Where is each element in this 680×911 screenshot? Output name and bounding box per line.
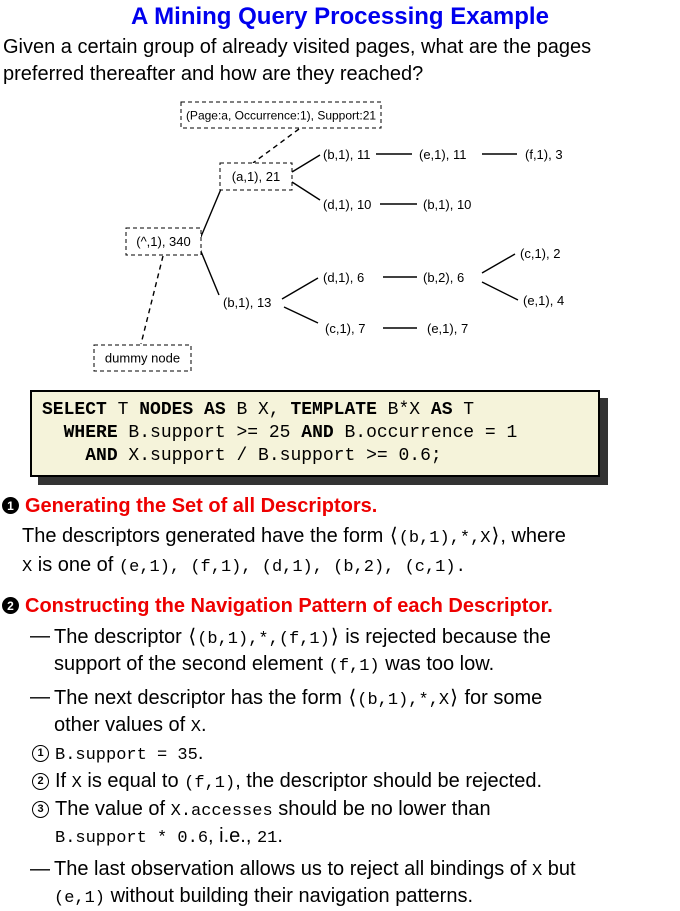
code-inline: X.accesses	[170, 802, 273, 821]
tree-edge	[482, 282, 518, 300]
tree-leaf-b1-10: (b,1), 10	[423, 197, 472, 212]
tree-leaf-c1-7: (c,1), 7	[325, 321, 366, 336]
sql-keyword: AND	[85, 446, 118, 466]
sql-keyword: WHERE	[63, 423, 118, 443]
angle-left: ⟨	[188, 624, 197, 648]
tree-leaf-e1-11: (e,1), 11	[419, 147, 467, 162]
numbered-item	[30, 797, 680, 851]
tree-edge	[284, 307, 318, 323]
outline-number-badge: 1	[32, 745, 49, 762]
sql-query-box	[30, 390, 600, 477]
filled-number-badge: 1	[2, 497, 19, 514]
tree-edge	[282, 278, 318, 299]
code-inline: (b,1),*,(f,1)	[197, 630, 330, 649]
sql-keyword: AS	[430, 400, 453, 420]
tree-leaf-b1-11: (b,1), 11	[323, 147, 371, 162]
tree-leaf-b1-13: (b,1), 13	[223, 295, 272, 310]
dash-bullet-item	[30, 857, 680, 911]
sql-keyword: TEMPLATE	[290, 400, 377, 420]
code-inline: 21	[256, 829, 278, 848]
dash-bullet: —	[30, 858, 49, 880]
code-inline: (b,1),*,X	[398, 529, 491, 548]
tree-node-label-root-support: (Page:a, Occurrence:1), Support:21	[185, 108, 377, 123]
tree-leaf-d1-6: (d,1), 6	[323, 270, 365, 285]
code-inline: B.support * 0.6	[55, 829, 209, 848]
tree-node-label-node-a1: (a,1), 21	[231, 169, 281, 184]
code-inline: X	[190, 718, 201, 737]
tree-leaf-c1-2: (c,1), 2	[520, 246, 561, 261]
slide-page	[0, 3, 680, 908]
code-inline: X	[71, 774, 82, 793]
tree-edge	[292, 155, 320, 172]
code-inline: (f,1)	[328, 657, 380, 676]
numbered-item	[30, 741, 680, 768]
tree-edge	[253, 129, 299, 163]
tree-edge	[200, 189, 221, 239]
tree-node-label-node-caret1: (^,1), 340	[136, 234, 191, 249]
tree-leaf-f1-3: (f,1), 3	[525, 147, 563, 162]
code-inline: X	[532, 862, 543, 881]
section-heading: Generating the Set of all Descriptors.	[25, 495, 378, 517]
angle-right: ⟩	[491, 523, 500, 547]
dash-bullet-item	[30, 685, 680, 740]
tree-edge	[200, 249, 219, 295]
tree-leaf-e1-7: (e,1), 7	[427, 321, 469, 336]
code-inline: (f,1)	[184, 774, 236, 793]
code-inline: X	[22, 558, 33, 577]
page-title: A Mining Query Processing Example	[131, 3, 549, 30]
section-2	[0, 594, 680, 911]
angle-right: ⟩	[450, 685, 458, 709]
angle-left: ⟨	[389, 523, 398, 547]
tree-edge	[292, 182, 320, 200]
dash-bullet: —	[30, 625, 49, 647]
tree-svg	[0, 92, 680, 388]
item-text: The last observation allows us to reject all bindings of X but (e,1) without building their navigation patterns.	[54, 858, 576, 908]
tree-edge	[141, 256, 163, 344]
code-inline: B.support = 35	[55, 746, 198, 765]
code-inline: (b,1),*,X	[357, 691, 450, 710]
outline-number-badge: 3	[32, 801, 49, 818]
tree-edge	[482, 254, 515, 273]
tree-leaf-d1-10: (d,1), 10	[323, 197, 372, 212]
intro-text: Given a certain group of already visited pages, what are the pages preferred thereafter and how are they reached?	[3, 36, 592, 85]
angle-right: ⟩	[330, 624, 339, 648]
dash-bullet-item	[30, 624, 680, 679]
aggregate-tree-diagram	[0, 92, 680, 388]
sql-line: WHERE B.support >= 25 AND B.occurrence = 1	[63, 423, 518, 443]
sql-keyword: SELECT	[42, 400, 107, 420]
item-text: The next descriptor has the form ⟨(b,1),*,X⟩ for some other values of X.	[54, 685, 543, 737]
code-inline: (e,1)	[54, 889, 106, 908]
sections-container	[0, 494, 680, 911]
filled-number-badge: 2	[2, 597, 19, 614]
tree-leaf-e1-4: (e,1), 4	[523, 293, 565, 308]
code-inline: (e,1), (f,1), (d,1), (b,2), (c,1).	[118, 558, 466, 577]
angle-left: ⟨	[348, 685, 357, 709]
sql-keyword: NODES AS	[139, 400, 226, 420]
item-text: The value of X.accesses should be no lower than B.support * 0.6, i.e., 21.	[55, 798, 491, 848]
numbered-item	[30, 769, 680, 796]
item-text: The descriptor ⟨(b,1),*,(f,1)⟩ is rejected because the support of the second element (f,1) was too low.	[54, 624, 551, 676]
item-text: If X is equal to (f,1), the descriptor should be rejected.	[55, 770, 543, 793]
sql-keyword: AND	[301, 423, 334, 443]
sql-line: AND X.support / B.support >= 0.6;	[85, 446, 442, 466]
outline-number-badge: 2	[32, 773, 49, 790]
tree-leaf-b2-6: (b,2), 6	[423, 270, 465, 285]
item-text: B.support = 35.	[55, 742, 204, 765]
section-1	[0, 494, 680, 581]
sql-line: SELECT T NODES AS B X, TEMPLATE B*X AS T	[42, 400, 475, 420]
section-heading: Constructing the Navigation Pattern of each Descriptor.	[25, 595, 553, 617]
dash-bullet: —	[30, 686, 49, 708]
paragraph: The descriptors generated have the form ⟨(b,1),*,X⟩, where X is one of (e,1), (f,1), (d,1), (b,2), (c,1).	[22, 523, 566, 577]
tree-node-label-dummy-node: dummy node	[104, 350, 181, 366]
